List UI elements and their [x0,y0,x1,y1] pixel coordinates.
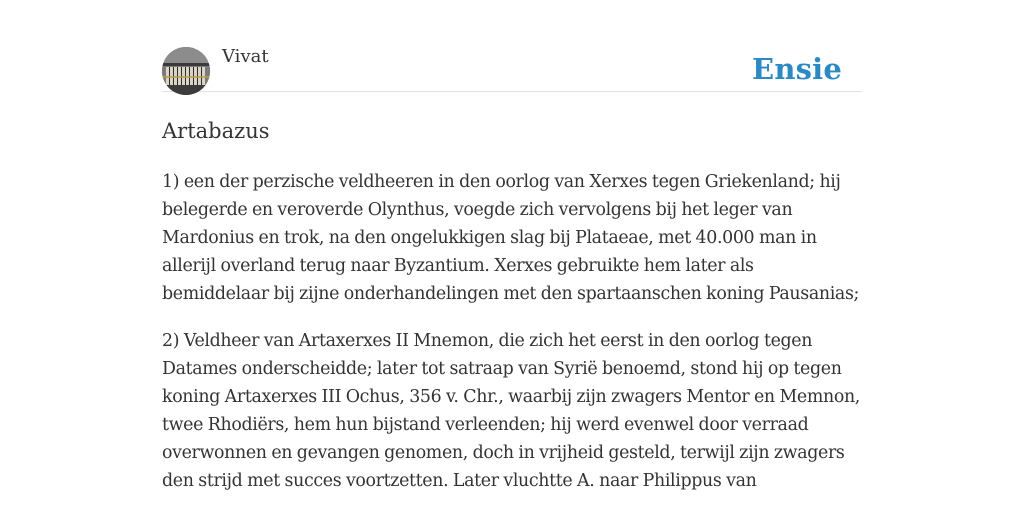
article-paragraph: 2) Veldheer van Artaxerxes II Mnemon, die zich het eerst in den oorlog tegen Datames onderscheidde; later tot satraap van Syrië benoemd, stond hij op tegen koning Artaxerxes III Ochus, 356 v. Chr., waarbij zijn zwagers Mentor en Memnon, twee Rhodiërs, hem hun bijstand verleenden; hij werd evenwel door verraad overwonnen en gevangen genomen, doch in vrijheid gesteld, terwijl zijn zwagers den strijd met succes voortzetten. Later vluchtte A. naar Philippus van [162,331,860,491]
page-header [162,47,862,92]
books-shelf-icon [162,47,210,95]
article-title: Artabazus [162,119,270,143]
article-body [162,168,864,512]
avatar[interactable] [162,47,210,95]
author-name[interactable]: Vivat [222,46,269,67]
brand-logo[interactable]: Ensie [752,52,842,86]
article-paragraph: 1) een der perzische veldheeren in den oorlog van Xerxes tegen Griekenland; hij belegerde en veroverde Olynthus, voegde zich vervolgens bij het leger van Mardonius en trok, na den ongelukkigen slag bij Plataeae, met 40.000 man in allerijl overland terug naar Byzantium. Xerxes gebruikte hem later als bemiddelaar bij zijne onderhandelingen met den spartaanschen koning Pausanias; [162,172,860,304]
